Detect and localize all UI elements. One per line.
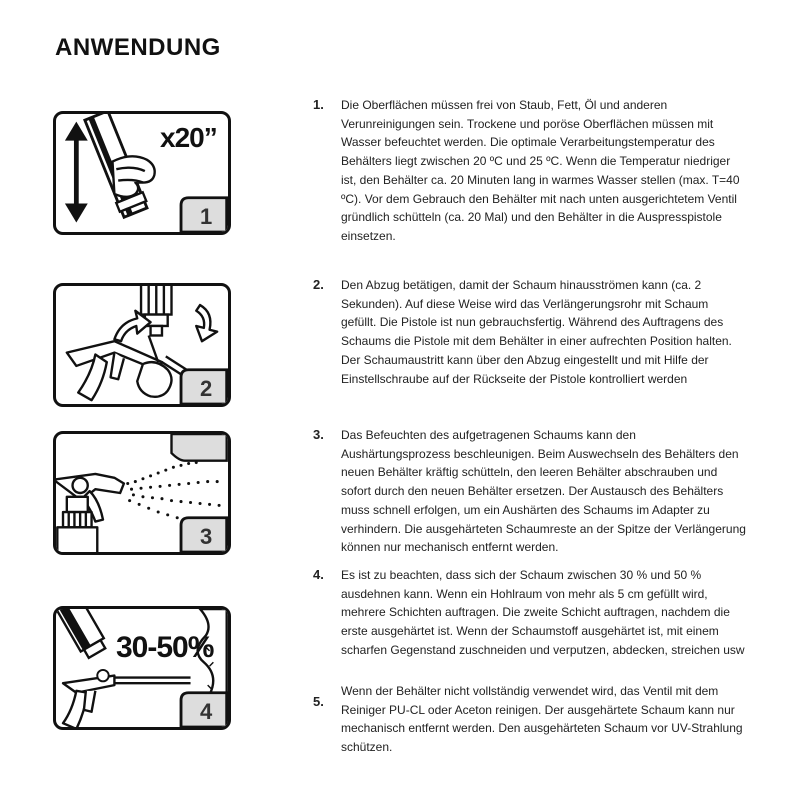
step-4-text: Es ist zu beachten, dass sich der Schaum zwischen 30 % und 50 % ausdehnen kann. Wenn ein Hohlraum von mehr als 5 cm gefüllt wird, mehrere Schichten auftragen. Die zweite Schicht auftragen, nachdem die erste ausgehärtet ist. Wenn der Schaumstoff ausgehärtet ist, mit einem scharfen Gegenstand zuschneiden und verputzen, abdecken, streichen usw bbox=[341, 568, 745, 657]
step-3-number: 3. bbox=[313, 427, 324, 442]
page-title: ANWENDUNG bbox=[55, 34, 221, 61]
step-5-text: Wenn der Behälter nicht vollständig verwendet wird, das Ventil mit dem Reiniger PU-CL oder Aceton reinigen. Der ausgehärtete Schaum kann nur mechanisch entfernt werden. Den ausgehärteten Schaum vor UV-Strahlung schützen. bbox=[341, 684, 743, 755]
step-2-number: 2. bbox=[313, 277, 324, 292]
foam-surface-icon bbox=[172, 434, 227, 461]
spray-bottle-icon bbox=[56, 474, 124, 552]
step-badge: 3 bbox=[200, 524, 213, 549]
step-badge: 1 bbox=[200, 204, 213, 229]
shake-count-label: x20” bbox=[160, 122, 217, 153]
can-icon bbox=[56, 609, 109, 660]
hand-icon bbox=[137, 362, 171, 397]
step-5-number: 5. bbox=[313, 694, 324, 709]
step-2-illustration bbox=[53, 283, 231, 407]
step-2-text: Den Abzug betätigen, damit der Schaum hinausströmen kann (ca. 2 Sekunden). Auf diese Weise wird das Verlängerungsrohr mit Schaum gefüllt. Die Pistole ist nun gebrauchsfertig. Während des Auftragens des Schaums die Pistole mit dem Behälter in einer aufrechten Position halten. Der Schaumaustritt kann über den Abzug eingestellt und mit Hilfe der Einstellschraube auf der Rückseite der Pistole kontrolliert werden bbox=[341, 278, 732, 386]
foam-gun-icon bbox=[63, 676, 191, 727]
spray-mist-icon bbox=[126, 461, 220, 519]
up-down-arrow-icon bbox=[65, 122, 88, 223]
step-3-illustration bbox=[53, 431, 231, 555]
step-badge: 4 bbox=[200, 699, 213, 724]
expansion-label: 30-50% bbox=[116, 631, 214, 664]
can-icon bbox=[141, 286, 171, 335]
step-1-number: 1. bbox=[313, 97, 324, 112]
step-1-illustration bbox=[53, 111, 231, 235]
step-1-text: Die Oberflächen müssen frei von Staub, Fett, Öl und anderen Verunreinigungen sein. Trockene und poröse Oberflächen müssen mit Wasser befeuchtet werden. Die optimale Verarbeitungstemperatur des Behälters liegt zwischen 20 ºC und 25 ºC. Wenn die Temperatur niedriger ist, den Behälter ca. 20 Minuten lang in warmes Wasser stellen (max. T=40 ºC). Vor dem Gebrauch den Behälter mit nach unten ausgerichtetem Ventil gründlich schütteln (ca. 20 Mal) und den Behälter in die Auspresspistole einsetzen. bbox=[341, 98, 740, 243]
step-badge: 2 bbox=[200, 376, 213, 401]
step-3-text: Das Befeuchten des aufgetragenen Schaums kann den Aushärtungsprozess beschleunigen. Beim Auswechseln des Behälters den neuen Behälter kräftig schütteln, den leeren Behälter abschrauben und sofort durch den neuen Behälter ersetzen. Der Austausch des Behälters muss schnell erfolgen, um ein Aushärten des Schaums im Adapter zu verhindern. Die ausgehärteten Schaumreste an der Spitze der Verlängerung können nur mechanisch entfernt werden. bbox=[341, 428, 746, 555]
step-4-number: 4. bbox=[313, 567, 324, 582]
step-4-illustration bbox=[53, 606, 231, 730]
hand-icon bbox=[113, 156, 155, 196]
